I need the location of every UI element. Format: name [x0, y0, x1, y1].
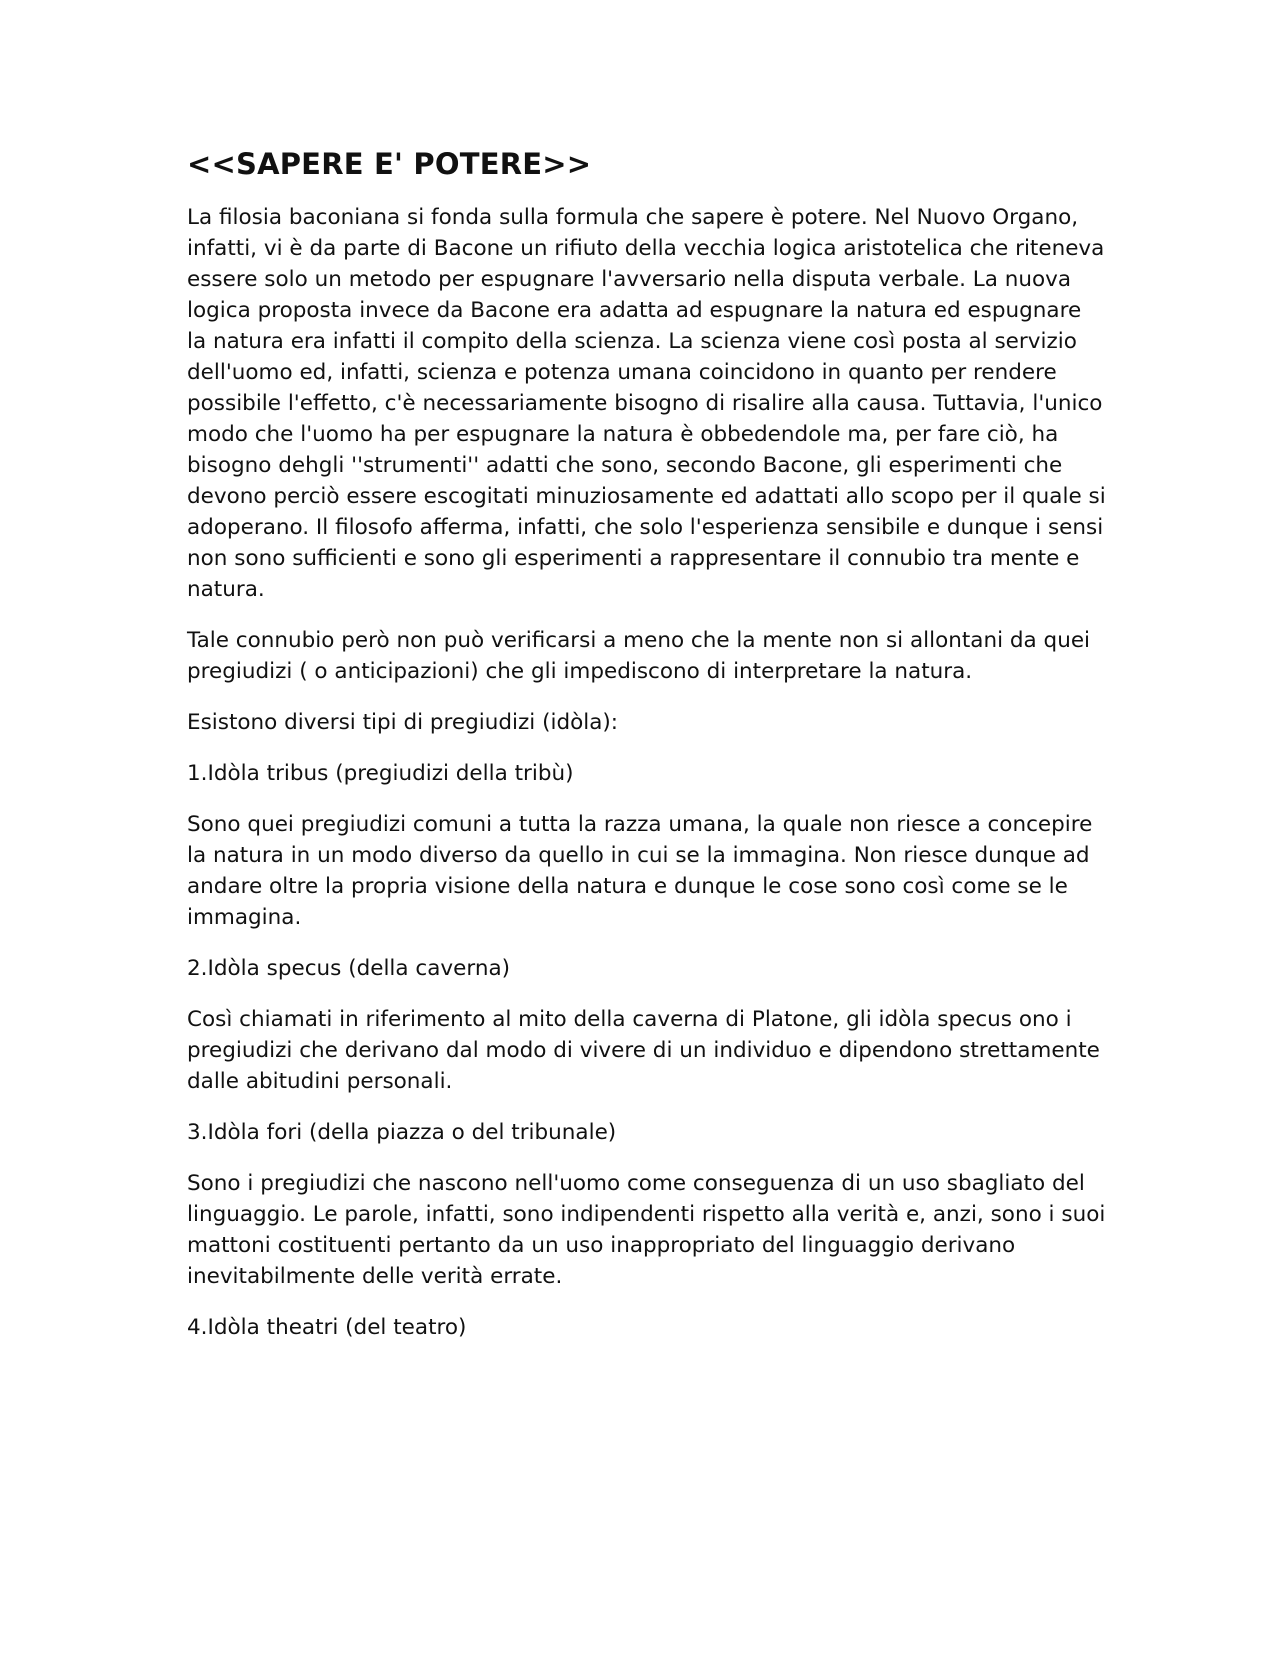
document-body	[187, 146, 1107, 1363]
heading-idola-fori: 3.Idòla fori (della piazza o del tribunale)	[187, 1120, 617, 1145]
paragraph-idola-specus: Così chiamati in riferimento al mito della caverna di Platone, gli idòla specus ono i pregiudizi che derivano dal modo di vivere di un individuo e dipendono strettamente dalle abitudini personali.	[187, 1007, 1100, 1094]
paragraph-intro: La filosia baconiana si fonda sulla formula che sapere è potere. Nel Nuovo Organo, infatti, vi è da parte di Bacone un rifiuto della vecchia logica aristotelica che riteneva essere solo un metodo per espugnare l'avversario nella disputa verbale. La nuova logica proposta invece da Bacone era adatta ad espugnare la natura ed espugnare la natura era infatti il compito della scienza. La scienza viene così posta al servizio dell'uomo ed, infatti, scienza e potenza umana coincidono in quanto per rendere possibile l'effetto, c'è necessariamente bisogno di risalire alla causa. Tuttavia, l'unico modo che l'uomo ha per espugnare la natura è obbedendole ma, per fare ciò, ha bisogno dehgli ''strumenti'' adatti che sono, secondo Bacone, gli esperimenti che devono perciò essere escogitati minuziosamente ed adattati allo scopo per il quale si adoperano. Il filosofo afferma, infatti, che solo l'esperienza sensibile e dunque i sensi non sono sufficienti e sono gli esperimenti a rappresentare il connubio tra mente e natura.	[187, 205, 1106, 602]
document-title: <<SAPERE E' POTERE>>	[187, 147, 592, 181]
paragraph-connubio: Tale connubio però non può verificarsi a meno che la mente non si allontani da quei pregiudizi ( o anticipazioni) che gli impediscono di interpretare la natura.	[187, 628, 1091, 684]
paragraph-idola-tribus: Sono quei pregiudizi comuni a tutta la razza umana, la quale non riesce a concepire la natura in un modo diverso da quello in cui se la immagina. Non riesce dunque ad andare oltre la propria visione della natura e dunque le cose sono così come se le immagina.	[187, 812, 1093, 930]
paragraph-idola-intro: Esistono diversi tipi di pregiudizi (idòla):	[187, 710, 619, 735]
heading-idola-tribus: 1.Idòla tribus (pregiudizi della tribù)	[187, 761, 574, 786]
heading-idola-specus: 2.Idòla specus (della caverna)	[187, 956, 511, 981]
paragraph-idola-fori: Sono i pregiudizi che nascono nell'uomo come conseguenza di un uso sbagliato del linguaggio. Le parole, infatti, sono indipendenti rispetto alla verità e, anzi, sono i suoi mattoni costituenti pertanto da un uso inappropriato del linguaggio derivano inevitabilmente delle verità errate.	[187, 1171, 1106, 1289]
heading-idola-theatri: 4.Idòla theatri (del teatro)	[187, 1315, 467, 1340]
